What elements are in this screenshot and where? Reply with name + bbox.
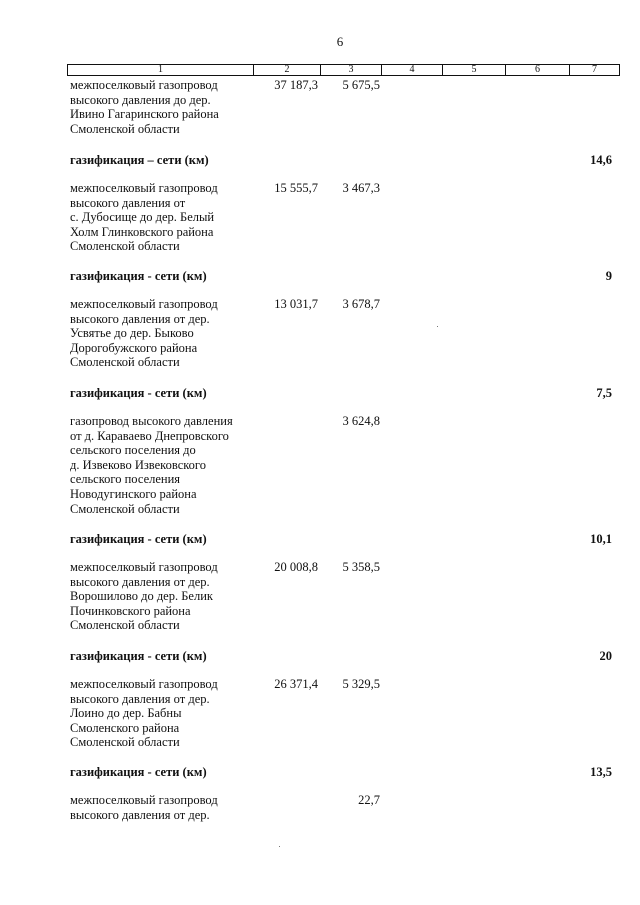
- project-amount-col2: 13 031,7: [274, 297, 318, 311]
- section-heading: газификация - сети (км): [70, 269, 207, 283]
- project-amount-col3: 3 467,3: [342, 181, 380, 195]
- scan-speck: [437, 326, 438, 327]
- project-amount-col3: 22,7: [358, 793, 380, 807]
- column-header-7: 7: [592, 64, 597, 75]
- column-header-6: 6: [506, 65, 570, 75]
- project-amount-col2: 37 187,3: [274, 78, 318, 92]
- column-header-4: 4: [382, 65, 443, 75]
- project-amount-col3: 3 624,8: [342, 414, 380, 428]
- project-amount-col3: 5 358,5: [342, 560, 380, 574]
- project-description: межпоселковый газопровод высокого давления от дер.: [70, 793, 218, 822]
- section-total: 14,6: [590, 153, 612, 167]
- project-amount-col2: 15 555,7: [274, 181, 318, 195]
- section-total: 10,1: [590, 532, 612, 546]
- project-description: межпоселковый газопровод высокого давления от дер. Усвятье до дер. Быково Дорогобужского района Смоленской области: [70, 297, 218, 370]
- section-heading: газификация - сети (км): [70, 532, 207, 546]
- table-header-row: [67, 64, 620, 76]
- project-amount-col2: 20 008,8: [274, 560, 318, 574]
- project-amount-col3: 5 329,5: [342, 677, 380, 691]
- section-total: 13,5: [590, 765, 612, 779]
- project-amount-col3: 5 675,5: [342, 78, 380, 92]
- project-description: газопровод высокого давления от д. Караваево Днепровского сельского поселения до д. Извеково Извековского сельского поселения Новодугинского района Смоленской области: [70, 414, 233, 516]
- column-header-1: 1: [68, 65, 254, 75]
- project-description: межпоселковый газопровод высокого давления от с. Дубосище до дер. Белый Холм Глинковского района Смоленской области: [70, 181, 218, 254]
- section-total: 20: [599, 649, 612, 663]
- section-total: 7,5: [596, 386, 612, 400]
- section-total: 9: [605, 269, 612, 283]
- project-description: межпоселковый газопровод высокого давления до дер. Ивино Гагаринского района Смоленской области: [70, 78, 219, 136]
- project-description: межпоселковый газопровод высокого давления от дер. Ворошилово до дер. Белик Починковского района Смоленской области: [70, 560, 218, 633]
- section-heading: газификация – сети (км): [70, 153, 209, 167]
- project-amount-col2: 26 371,4: [274, 677, 318, 691]
- column-header-3: 3: [321, 65, 382, 75]
- project-amount-col3: 3 678,7: [342, 297, 380, 311]
- project-description: межпоселковый газопровод высокого давления от дер. Лоино до дер. Бабны Смоленского района Смоленской области: [70, 677, 218, 750]
- scan-speck: [279, 846, 280, 847]
- page-number: 6: [336, 34, 344, 49]
- column-header-2: 2: [254, 65, 321, 75]
- section-heading: газификация - сети (км): [70, 765, 207, 779]
- section-heading: газификация - сети (км): [70, 649, 207, 663]
- section-heading: газификация - сети (км): [70, 386, 207, 400]
- column-header-5: 5: [443, 65, 506, 75]
